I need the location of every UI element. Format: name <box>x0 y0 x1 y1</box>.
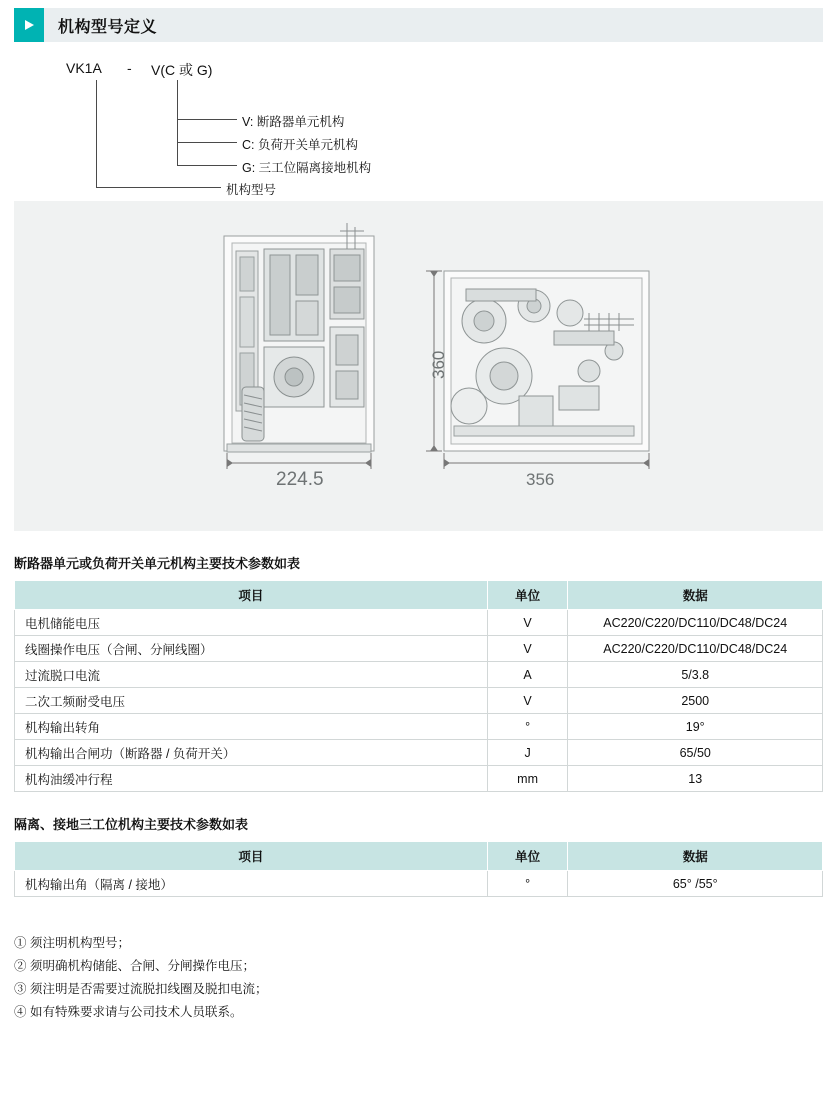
table2-col-unit: 单位 <box>487 842 568 871</box>
table-row <box>15 766 823 792</box>
note-item: ③ 须注明是否需要过流脱扣线圈及脱扣电流； <box>14 982 268 996</box>
note-item: ④ 如有特殊要求请与公司技术人员联系。 <box>14 1005 243 1019</box>
model-code-definition <box>14 52 823 197</box>
dimension-label-side-height: 360 <box>429 350 448 379</box>
cell-item: 机构输出转角 <box>15 714 488 740</box>
table-breaker-parameters <box>14 580 823 792</box>
note-item: ② 须明确机构储能、合闸、分闸操作电压； <box>14 959 255 973</box>
notes-list <box>14 933 823 1023</box>
legend-item-model: 机构型号 <box>226 183 277 197</box>
table-row <box>15 714 823 740</box>
table-three-position-parameters <box>14 841 823 897</box>
cell-value: 5/3.8 <box>568 662 823 688</box>
dimension-label-front-width: 224.5 <box>276 469 324 490</box>
product-drawing-panel <box>14 201 823 531</box>
leader-line-suffix-vertical <box>177 80 178 165</box>
cell-item: 机构输出角（隔离 / 接地） <box>15 871 488 897</box>
table2-col-item: 项目 <box>15 842 488 871</box>
cell-item: 线圈操作电压（合闸、分闸线圈） <box>15 636 488 662</box>
cell-item: 二次工频耐受电压 <box>15 688 488 714</box>
table-row <box>15 662 823 688</box>
leader-line-legend-1 <box>177 119 237 120</box>
leader-line-legend-2 <box>177 142 237 143</box>
cell-value: 2500 <box>568 688 823 714</box>
table1-caption: 断路器单元或负荷开关单元机构主要技术参数如表 <box>14 556 301 571</box>
cell-unit: mm <box>487 766 568 792</box>
leader-line-prefix-vertical <box>96 80 97 187</box>
cell-item: 过流脱口电流 <box>15 662 488 688</box>
cell-unit: J <box>487 740 568 766</box>
cell-value: 65/50 <box>568 740 823 766</box>
page-title: 机构型号定义 <box>58 18 158 36</box>
cell-value: AC220/C220/DC110/DC48/DC24 <box>568 610 823 636</box>
play-triangle-icon <box>14 8 44 42</box>
cell-value: 13 <box>568 766 823 792</box>
legend-item-g: G: 三工位隔离接地机构 <box>242 161 372 175</box>
model-code-prefix: VK1A <box>66 60 102 76</box>
cell-unit: V <box>487 610 568 636</box>
table2-caption: 隔离、接地三工位机构主要技术参数如表 <box>14 817 249 832</box>
note-item: ① 须注明机构型号； <box>14 936 130 950</box>
table-row <box>15 740 823 766</box>
cell-unit: V <box>487 688 568 714</box>
cell-value: AC220/C220/DC110/DC48/DC24 <box>568 636 823 662</box>
cell-value: 65° /55° <box>568 871 823 897</box>
table-row <box>15 871 823 897</box>
cell-unit: ° <box>487 714 568 740</box>
table2-col-value: 数据 <box>568 842 823 871</box>
cell-item: 机构油缓冲行程 <box>15 766 488 792</box>
cell-unit: V <box>487 636 568 662</box>
leader-line-legend-3 <box>177 165 237 166</box>
table1-col-value: 数据 <box>568 581 823 610</box>
cell-item: 电机储能电压 <box>15 610 488 636</box>
table-header-row <box>15 581 823 610</box>
leader-line-legend-4 <box>96 187 221 188</box>
model-code-dash: - <box>127 60 132 76</box>
table-header-row <box>15 842 823 871</box>
legend-item-v: V: 断路器单元机构 <box>242 115 345 129</box>
table-row <box>15 636 823 662</box>
dimension-label-side-width: 356 <box>526 470 555 489</box>
cell-unit: ° <box>487 871 568 897</box>
table-row <box>15 688 823 714</box>
model-code-suffix: V(C 或 G) <box>151 62 213 78</box>
table-row <box>15 610 823 636</box>
mechanism-outline-drawing <box>14 201 823 531</box>
cell-item: 机构输出合闸功（断路器 / 负荷开关） <box>15 740 488 766</box>
section-header <box>14 8 823 42</box>
page-root <box>0 8 837 1100</box>
table1-col-unit: 单位 <box>487 581 568 610</box>
legend-item-c: C: 负荷开关单元机构 <box>242 138 358 152</box>
cell-value: 19° <box>568 714 823 740</box>
table1-col-item: 项目 <box>15 581 488 610</box>
cell-unit: A <box>487 662 568 688</box>
